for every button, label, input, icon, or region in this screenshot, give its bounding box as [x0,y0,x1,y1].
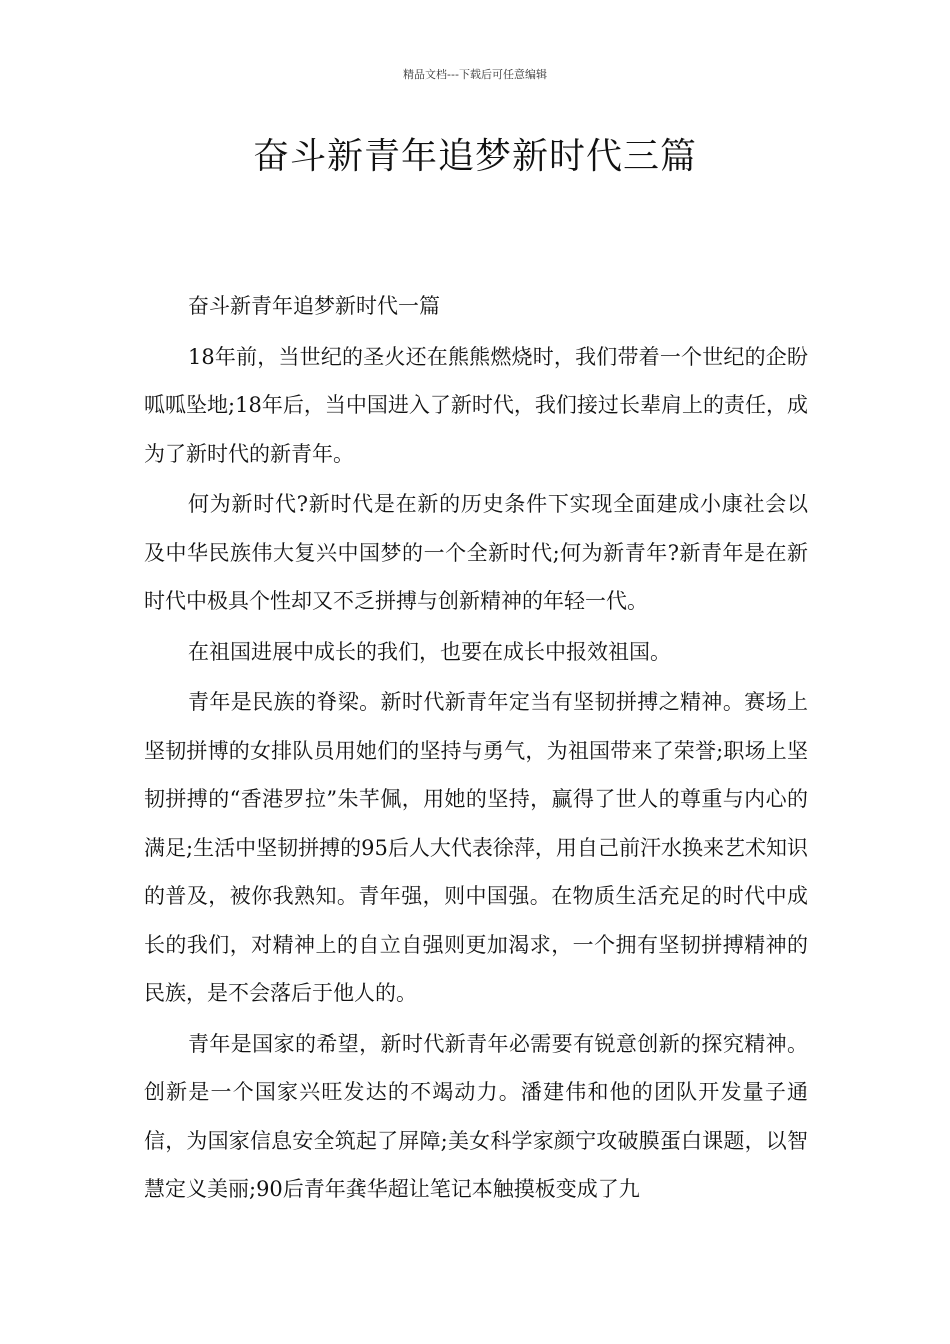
paragraph: 18年前，当世纪的圣火还在熊熊燃烧时，我们带着一个世纪的企盼呱呱坠地;18年后，当中国进入了新时代，我们接过长辈肩上的责任，成为了新时代的新青年。 [144,344,808,466]
paragraph: 青年是国家的希望，新时代新青年必需要有锐意创新的探究精神。创新是一个国家兴旺发达的不竭动力。潘建伟和他的团队开发量子通信，为国家信息安全筑起了屏障;美女科学家颜宁攻破膜蛋白课题，以智慧定义美丽;90后青年龚华超让笔记本触摸板变成了九 [144,1031,808,1201]
section-heading: 奋斗新青年追梦新时代一篇 [188,294,440,318]
document-body [144,282,808,1216]
paragraph: 何为新时代?新时代是在新的历史条件下实现全面建成小康社会以及中华民族伟大复兴中国梦的一个全新时代;何为新青年?新青年是在新时代中极具个性却又不乏拼搏与创新精神的年轻一代。 [144,492,808,613]
document-header-note: 精品文档---下载后可任意编辑 [403,68,547,81]
paragraph: 在祖国进展中成长的我们，也要在成长中报效祖国。 [188,639,671,664]
paragraph: 青年是民族的脊梁。新时代新青年定当有坚韧拼搏之精神。赛场上坚韧拼博的女排队员用她们的坚持与勇气，为祖国带来了荣誉;职场上坚韧拼搏的“香港罗拉”朱芊佩，用她的坚持，赢得了世人的尊重与内心的满足;生活中坚韧拼搏的95后人大代表徐萍，用自己前汗水换来艺术知识的普及，被你我熟知。青年强，则中国强。在物质生活充足的时代中成长的我们，对精神上的自立自强则更加渴求，一个拥有坚韧拼搏精神的民族，是不会落后于他人的。 [144,690,808,1005]
document-title: 奋斗新青年追梦新时代三篇 [252,136,697,177]
